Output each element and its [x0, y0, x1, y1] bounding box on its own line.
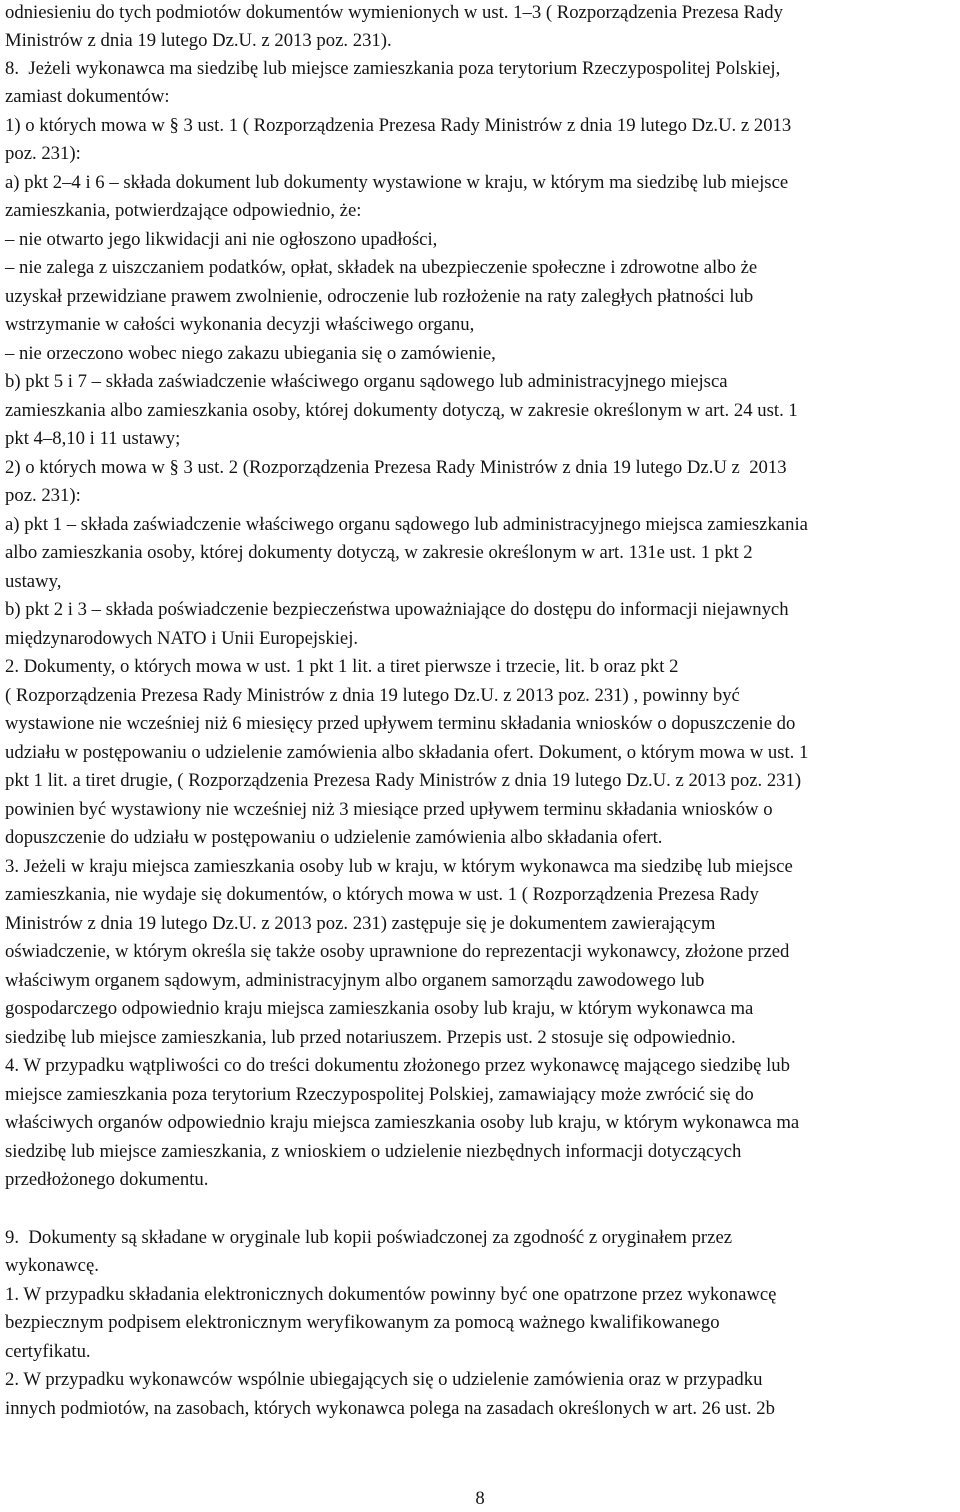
text-line: zamieszkania albo zamieszkania osoby, której dokumenty dotyczą, w zakresie określonym w art. 24 ust. 1	[5, 400, 798, 421]
text-line: 2. W przypadku wykonawców wspólnie ubiegających się o udzielenie zamówienia oraz w przypadku	[5, 1369, 763, 1390]
text-line: siedzibę lub miejsce zamieszkania, z wnioskiem o udzielenie niezbędnych informacji dotyczących	[5, 1141, 742, 1162]
text-line: 2) o których mowa w § 3 ust. 2 (Rozporządzenia Prezesa Rady Ministrów z dnia 19 lutego Dz.U z 2013	[5, 457, 787, 478]
text-line: dopuszczenie do udziału w postępowaniu o udzielenie zamówienia albo składania ofert.	[5, 827, 663, 848]
text-line: 8. Jeżeli wykonawca ma siedzibę lub miejsce zamieszkania poza terytorium Rzeczypospolitej Polskiej,	[5, 58, 781, 79]
text-line: wykonawcę.	[5, 1255, 99, 1276]
text-line: siedzibę lub miejsce zamieszkania, lub przed notariuszem. Przepis ust. 2 stosuje się odpowiednio.	[5, 1027, 736, 1048]
text-line: 2. Dokumenty, o których mowa w ust. 1 pkt 1 lit. a tiret pierwsze i trzecie, lit. b oraz pkt 2	[5, 656, 679, 677]
text-line: bezpiecznym podpisem elektronicznym weryfikowanym za pomocą ważnego kwalifikowanego	[5, 1312, 720, 1333]
text-line: właściwych organów odpowiednio kraju miejsca zamieszkania osoby lub kraju, w którym wykonawca ma	[5, 1112, 800, 1133]
text-line: gospodarczego odpowiednio kraju miejsca zamieszkania osoby lub kraju, w którym wykonawca ma	[5, 998, 754, 1019]
text-line: ( Rozporządzenia Prezesa Rady Ministrów z dnia 19 lutego Dz.U. z 2013 poz. 231) , powinny być	[5, 685, 740, 706]
text-line: międzynarodowych NATO i Unii Europejskiej.	[5, 628, 359, 649]
text-line: poz. 231):	[5, 485, 81, 506]
text-line: Ministrów z dnia 19 lutego Dz.U. z 2013 poz. 231) zastępuje się je dokumentem zawierającym	[5, 913, 716, 934]
text-line: właściwym organem sądowym, administracyjnym albo organem samorządu zawodowego lub	[5, 970, 705, 991]
text-line: 3. Jeżeli w kraju miejsca zamieszkania osoby lub w kraju, w którym wykonawca ma siedzibę lub miejsce	[5, 856, 793, 877]
text-line: certyfikatu.	[5, 1341, 91, 1362]
text-line: Ministrów z dnia 19 lutego Dz.U. z 2013 poz. 231).	[5, 30, 392, 51]
text-line: zamieszkania, nie wydaje się dokumentów, o których mowa w ust. 1 ( Rozporządzenia Prezesa Rady	[5, 884, 759, 905]
text-line: zamiast dokumentów:	[5, 86, 170, 107]
text-line: udziału w postępowaniu o udzielenie zamówienia albo składania ofert. Dokument, o którym mowa w ust. 1	[5, 742, 809, 763]
text-line: – nie zalega z uiszczaniem podatków, opłat, składek na ubezpieczenie społeczne i zdrowotne albo że	[5, 257, 758, 278]
page-number: 8	[475, 1488, 485, 1509]
text-line: innych podmiotów, na zasobach, których wykonawca polega na zasadach określonych w art. 26 ust. 2b	[5, 1398, 775, 1419]
text-line: pkt 1 lit. a tiret drugie, ( Rozporządzenia Prezesa Rady Ministrów z dnia 19 lutego Dz.U. z 2013 poz. 231)	[5, 770, 802, 791]
text-line: – nie orzeczono wobec niego zakazu ubiegania się o zamówienie,	[5, 343, 496, 364]
text-line: odniesieniu do tych podmiotów dokumentów wymienionych w ust. 1–3 ( Rozporządzenia Prezesa Rady	[5, 2, 783, 23]
text-line: a) pkt 2–4 i 6 – składa dokument lub dokumenty wystawione w kraju, w którym ma siedzibę lub miejsce	[5, 172, 789, 193]
text-line: b) pkt 2 i 3 – składa poświadczenie bezpieczeństwa upoważniające do dostępu do informacji niejawnych	[5, 599, 789, 620]
text-line: miejsce zamieszkania poza terytorium Rzeczypospolitej Polskiej, zamawiający może zwrócić się do	[5, 1084, 754, 1105]
text-line: – nie otwarto jego likwidacji ani nie ogłoszono upadłości,	[5, 229, 438, 250]
text-line: przedłożonego dokumentu.	[5, 1169, 209, 1190]
text-line: wstrzymanie w całości wykonania decyzji właściwego organu,	[5, 314, 475, 335]
text-line: poz. 231):	[5, 143, 81, 164]
text-line: 4. W przypadku wątpliwości co do treści dokumentu złożonego przez wykonawcę mającego siedzibę lub	[5, 1055, 790, 1076]
text-line: 1. W przypadku składania elektronicznych dokumentów powinny być one opatrzone przez wykonawcę	[5, 1284, 777, 1305]
text-line: zamieszkania, potwierdzające odpowiednio, że:	[5, 200, 362, 221]
text-line: 1) o których mowa w § 3 ust. 1 ( Rozporządzenia Prezesa Rady Ministrów z dnia 19 lutego Dz.U. z 2013	[5, 115, 792, 136]
text-line: ustawy,	[5, 571, 62, 592]
text-line: pkt 4–8,10 i 11 ustawy;	[5, 428, 181, 449]
text-line: 9. Dokumenty są składane w oryginale lub kopii poświadczonej za zgodność z oryginałem przez	[5, 1227, 733, 1248]
text-line: wystawione nie wcześniej niż 6 miesięcy przed upływem terminu składania wniosków o dopuszczenie do	[5, 713, 796, 734]
text-line: oświadczenie, w którym określa się także osoby uprawnione do reprezentacji wykonawcy, złożone przed	[5, 941, 790, 962]
text-line: b) pkt 5 i 7 – składa zaświadczenie właściwego organu sądowego lub administracyjnego miejsca	[5, 371, 728, 392]
text-line: uzyskał przewidziane prawem zwolnienie, odroczenie lub rozłożenie na raty zaległych płatności lub	[5, 286, 754, 307]
text-line: a) pkt 1 – składa zaświadczenie właściwego organu sądowego lub administracyjnego miejsca zamieszkania	[5, 514, 808, 535]
text-line: powinien być wystawiony nie wcześniej niż 3 miesiące przed upływem terminu składania wniosków o	[5, 799, 773, 820]
text-line: albo zamieszkania osoby, której dokumenty dotyczą, w zakresie określonym w art. 131e ust. 1 pkt 2	[5, 542, 753, 563]
